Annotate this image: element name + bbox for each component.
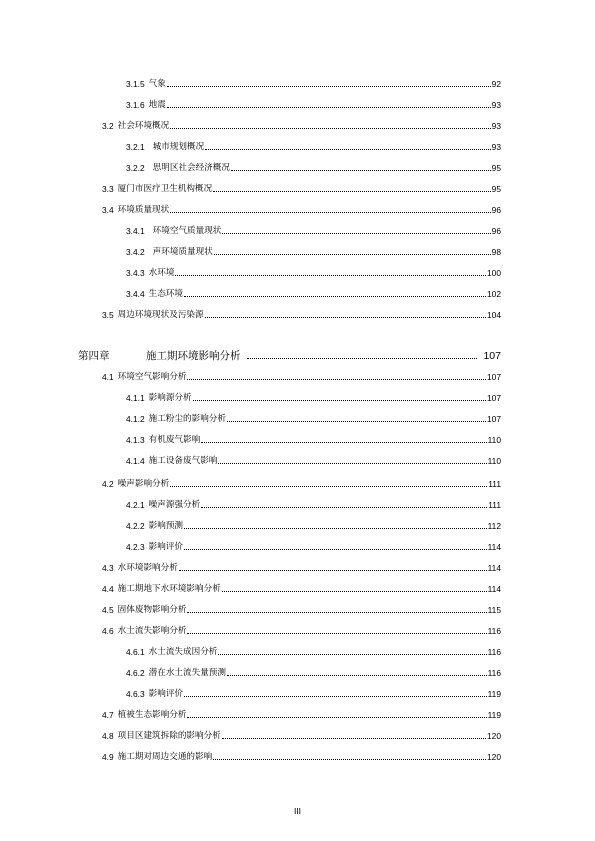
toc-entry-title: 影响评价 [148,542,184,552]
toc-entry[interactable] [126,139,501,153]
toc-dot-leader [175,275,486,276]
toc-entry-page: 107 [483,350,501,362]
toc-entry-title: 水环境 [148,268,175,278]
toc-dot-leader [227,421,486,422]
toc-entry-page: 95 [491,184,501,194]
toc-entry-number: 4.2.3 [126,542,145,552]
toc-entry-page: 95 [491,163,501,173]
toc-entry-number: 3.4 [102,205,114,215]
toc-entry-number: 4.4 [102,584,114,594]
toc-entry-title: 声环境质量现状 [152,247,213,257]
toc-entry-title: 固体废物影响分析 [117,605,187,615]
toc-entry-page: 102 [487,289,501,299]
toc-entry-title: 环境空气质量现状 [152,226,222,236]
toc-entry-number: 3.4.4 [126,289,145,299]
toc-entry[interactable] [126,686,501,700]
toc-entry-title: 有机废气影响 [148,435,201,445]
toc-entry-number: 4.7 [102,710,114,720]
toc-dot-leader [201,507,487,508]
toc-dot-leader [227,675,487,676]
toc-entry-page: 116 [487,647,501,657]
toc-entry-page: 92 [491,79,501,89]
toc-entry-title: 社会环境概况 [117,121,170,131]
toc-entry-number: 3.3 [102,184,114,194]
toc-entry-number: 3.2 [102,121,114,131]
toc-dot-leader [184,528,487,529]
toc-entry-page: 111 [488,479,501,489]
toc-entry-title: 植被生态影响分析 [117,710,187,720]
toc-entry[interactable] [126,665,501,679]
toc-entry-number: 3.4.1 [126,226,145,236]
toc-entry[interactable] [102,707,501,721]
toc-entry-number: 3.1.6 [126,100,145,110]
toc-entry-page: 112 [487,521,501,531]
toc-entry-title: 影响预测 [148,521,184,531]
toc-entry-page: 93 [491,121,501,131]
toc-entry[interactable] [102,560,501,574]
toc-entry-page: 114 [487,584,501,594]
toc-entry[interactable] [126,223,501,237]
toc-entry-page: 115 [487,605,501,615]
toc-entry[interactable] [102,307,501,321]
toc-entry-title: 影响评价 [148,689,184,699]
toc-entry-number: 3.2.1 [126,142,145,152]
toc-entry[interactable] [102,202,501,216]
toc-dot-leader [167,107,491,108]
toc-entry-title: 水土流失影响分析 [117,626,187,636]
toc-entry-number: 4.1.1 [126,393,145,403]
toc-entry[interactable] [126,244,501,258]
toc-dot-leader [201,442,486,443]
toc-entry-page: 116 [487,668,501,678]
toc-entry-page: 96 [491,205,501,215]
toc-entry-title: 项目区建筑拆除的影响分析 [117,731,221,741]
toc-entry-title: 环境空气影响分析 [117,372,187,382]
toc-dot-leader [222,738,486,739]
toc-entry[interactable] [126,453,501,467]
toc-entry-number: 4.1 [102,372,114,382]
toc-entry-page: 104 [487,310,501,320]
toc-entry-number: 4.3 [102,563,114,573]
toc-entry-page: 110 [487,456,501,466]
toc-dot-leader [247,358,478,359]
toc-entry[interactable] [102,369,501,383]
toc-entry-number: 4.6.3 [126,689,145,699]
toc-entry[interactable] [126,286,501,300]
toc-entry-title: 施工期环境影响分析 [146,350,241,362]
toc-entry-title: 生态环境 [148,289,184,299]
toc-entry-number: 3.1.5 [126,79,145,89]
toc-entry-number: 3.4.3 [126,268,145,278]
toc-entry[interactable] [126,76,501,90]
toc-entry-number: 3.5 [102,310,114,320]
toc-entry-title: 地震 [148,100,166,110]
toc-dot-leader [184,296,486,297]
toc-entry-title: 思明区社会经济概况 [152,163,230,173]
toc-dot-leader [218,654,486,655]
toc-entry-number: 4.8 [102,731,114,741]
toc-entry-page: 107 [487,393,501,403]
toc-entry-page: 111 [488,500,501,510]
toc-entry[interactable] [102,476,501,490]
toc-entry-number: 4.1.3 [126,435,145,445]
toc-entry[interactable] [126,97,501,111]
toc-entry-number: 4.6.2 [126,668,145,678]
toc-entry[interactable] [126,432,501,446]
toc-dot-leader [231,170,491,171]
toc-entry-title: 施工设备废气影响 [148,456,218,466]
toc-entry-page: 120 [487,752,501,762]
toc-entry-number: 3.2.2 [126,163,145,173]
toc-entry[interactable] [102,581,501,595]
toc-dot-leader [187,612,486,613]
toc-entry[interactable] [126,644,501,658]
toc-entry-page: 116 [487,626,501,636]
toc-entry-page: 96 [491,226,501,236]
toc-entry[interactable] [126,265,501,279]
toc-dot-leader [184,696,487,697]
toc-entry-number: 4.5 [102,605,114,615]
toc-dot-leader [187,379,486,380]
toc-entry[interactable] [126,518,501,532]
page-number: III [293,806,302,816]
toc-entry-page: 120 [487,731,501,741]
toc-entry-page: 93 [491,142,501,152]
toc-entry-page: 119 [487,689,501,699]
toc-entry-title: 厦门市医疗卫生机构概况 [117,184,213,194]
toc-entry-title: 周边环境现状及污染源 [117,310,204,320]
toc-entry-page: 93 [491,100,501,110]
toc-entry[interactable] [102,623,501,637]
toc-entry[interactable] [126,497,501,511]
toc-entry-number: 4.9 [102,752,114,762]
toc-entry-number: 4.2 [102,479,114,489]
toc-entry[interactable] [102,602,501,616]
toc-entry-title: 水土流失成因分析 [148,647,218,657]
toc-dot-leader [222,233,490,234]
toc-dot-leader [222,591,487,592]
toc-entry-title: 噪声源强分析 [148,500,201,510]
toc-entry-title: 影响源分析 [148,393,192,403]
toc-dot-leader [213,759,486,760]
toc-entry-title: 潜在水土流失量预测 [148,668,226,678]
toc-entry[interactable] [102,728,501,742]
toc-entry-number: 4.1.2 [126,414,145,424]
toc-dot-leader [214,254,491,255]
toc-entry-number: 4.2.1 [126,500,145,510]
toc-entry-title: 环境质量现状 [117,205,170,215]
toc-entry-page: 107 [487,372,501,382]
toc-entry-title: 噪声影响分析 [117,479,170,489]
toc-dot-leader [170,212,490,213]
toc-dot-leader [218,463,486,464]
toc-entry-title: 施工期对周边交通的影响 [117,752,213,762]
toc-entry-number: 3.4.2 [126,247,145,257]
toc-dot-leader [167,86,491,87]
toc-dot-leader [184,549,487,550]
toc-entry-number: 第四章 [78,350,110,362]
toc-entry[interactable] [102,749,501,763]
toc-entry-number: 4.1.4 [126,456,145,466]
toc-entry-title: 城市规划概况 [152,142,205,152]
toc-entry[interactable] [126,160,501,174]
toc-dot-leader [187,633,486,634]
toc-dot-leader [170,128,490,129]
toc-entry-page: 107 [487,414,501,424]
toc-dot-leader [187,717,486,718]
toc-entry[interactable] [102,181,501,195]
toc-entry-number: 4.2.2 [126,521,145,531]
toc-entry-title: 施工期地下水环境影响分析 [117,584,221,594]
toc-entry-title: 施工粉尘的影响分析 [148,414,226,424]
toc-entry-title: 气象 [148,79,166,89]
toc-dot-leader [205,149,490,150]
toc-entry-number: 4.6 [102,626,114,636]
toc-entry-number: 4.6.1 [126,647,145,657]
toc-dot-leader [205,317,486,318]
toc-dot-leader [193,400,486,401]
toc-chapter-entry[interactable] [78,346,501,362]
toc-entry[interactable] [102,118,501,132]
toc-entry[interactable] [126,390,501,404]
toc-entry-page: 100 [487,268,501,278]
toc-entry-page: 114 [487,563,501,573]
toc-dot-leader [179,570,487,571]
toc-entry[interactable] [126,411,501,425]
toc-dot-leader [213,191,490,192]
toc-entry[interactable] [126,539,501,553]
toc-entry-page: 98 [491,247,501,257]
toc-entry-page: 119 [487,710,501,720]
toc-dot-leader [170,486,487,487]
toc-entry-page: 114 [487,542,501,552]
toc-entry-page: 110 [487,435,501,445]
toc-entry-title: 水环境影响分析 [117,563,178,573]
